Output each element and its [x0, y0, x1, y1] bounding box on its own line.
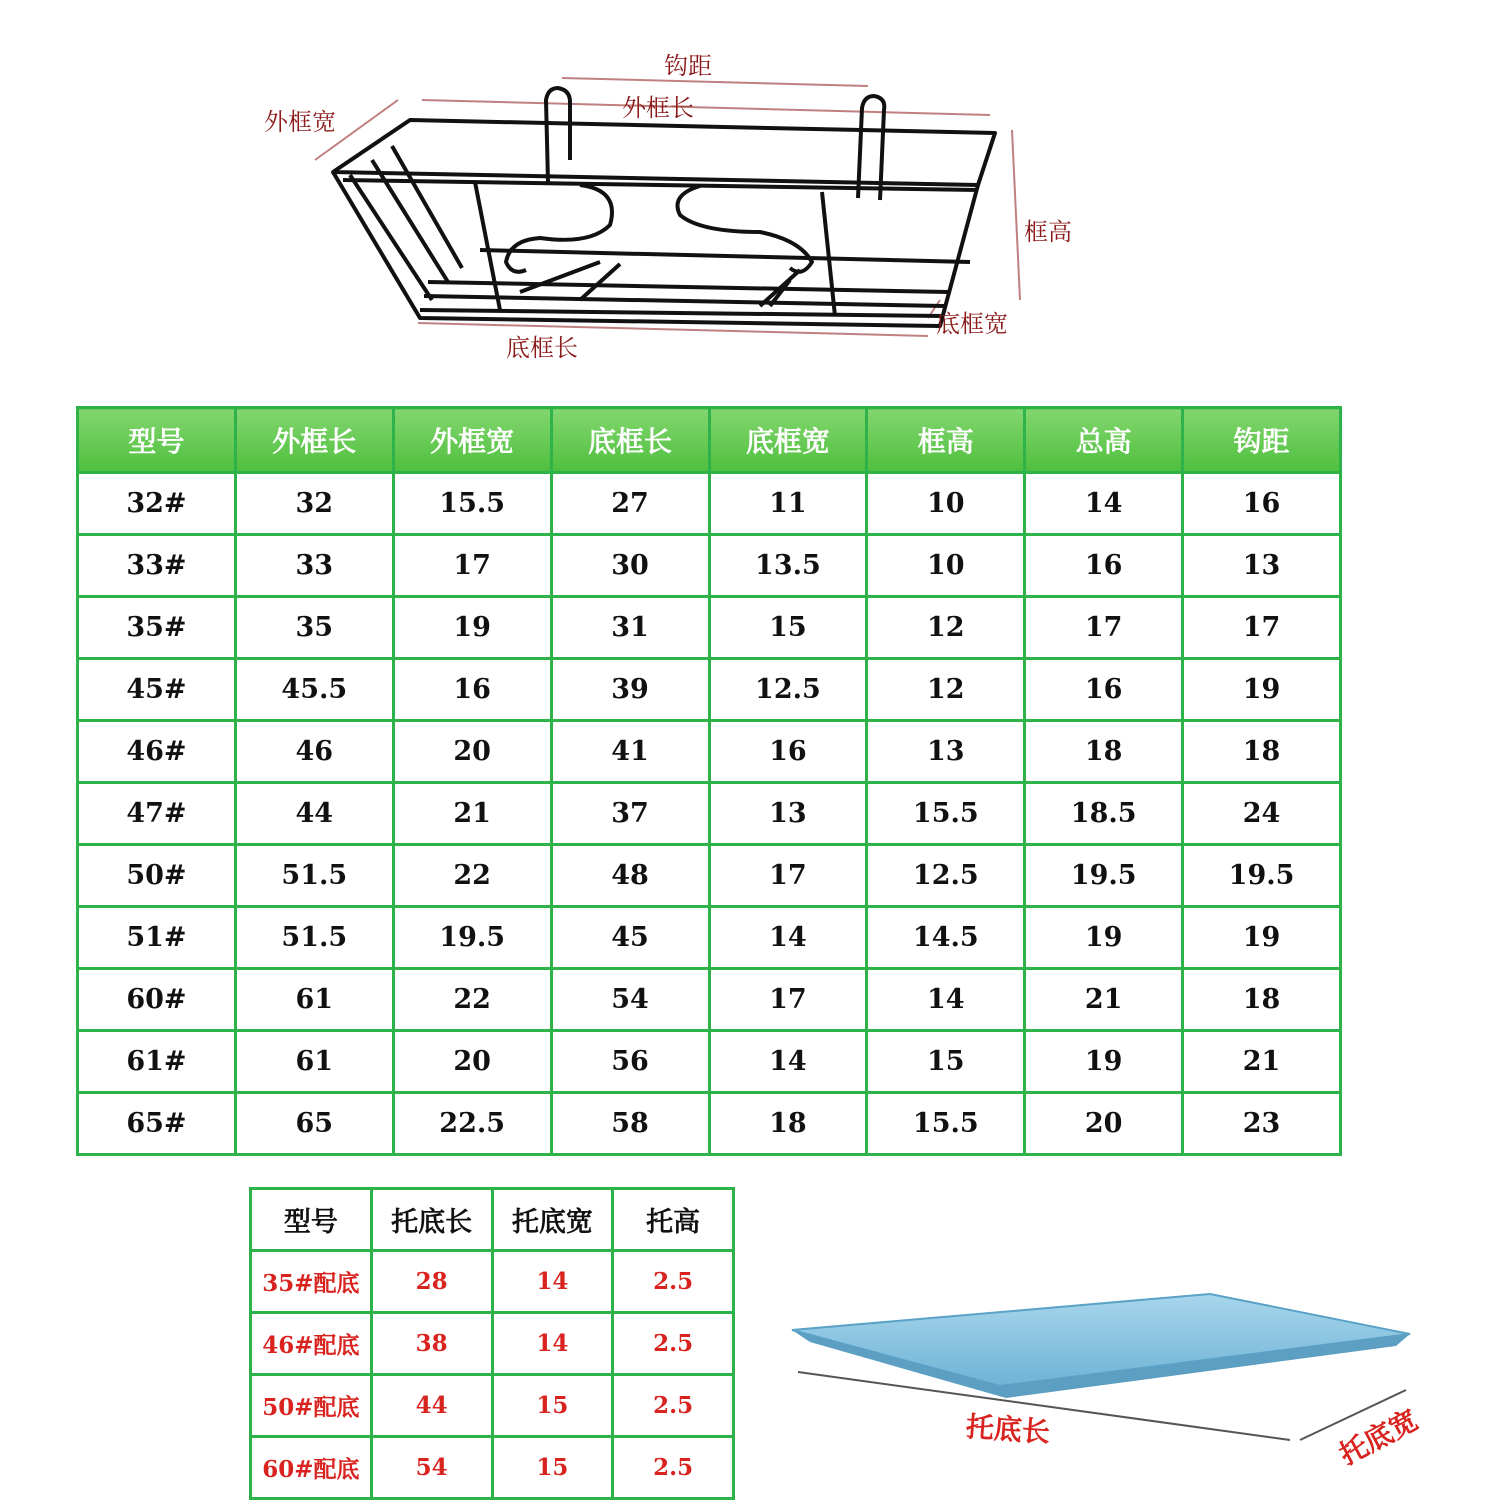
spec-header-row	[78, 408, 1341, 473]
spec-table-cell: 15	[709, 597, 867, 659]
tray-table-row	[251, 1437, 734, 1499]
spec-table-cell: 14	[709, 1031, 867, 1093]
tray-table-cell: 2.5	[613, 1313, 734, 1375]
spec-table-cell: 18	[1183, 721, 1341, 783]
spec-table-cell: 13	[709, 783, 867, 845]
spec-table-cell: 15.5	[867, 783, 1025, 845]
spec-table-cell: 17	[709, 845, 867, 907]
spec-table-cell: 20	[393, 721, 551, 783]
spec-table-cell: 44	[235, 783, 393, 845]
spec-table-cell: 17	[709, 969, 867, 1031]
tray-table-cell: 14	[492, 1313, 613, 1375]
spec-table-cell: 65	[235, 1093, 393, 1155]
tray-table-row	[251, 1251, 734, 1313]
spec-table-cell: 12.5	[709, 659, 867, 721]
spec-table-cell: 15.5	[393, 473, 551, 535]
spec-table-cell: 51.5	[235, 845, 393, 907]
tray-shape	[792, 1294, 1410, 1386]
frame-height-label: 框高	[1024, 218, 1072, 246]
header-model: 型号	[78, 408, 236, 473]
spec-table-cell: 24	[1183, 783, 1341, 845]
spec-table-cell: 16	[1025, 659, 1183, 721]
spec-table-cell: 51#	[78, 907, 236, 969]
spec-table-cell: 61	[235, 969, 393, 1031]
spec-table-cell: 65#	[78, 1093, 236, 1155]
spec-table-cell: 37	[551, 783, 709, 845]
spec-table-cell: 13.5	[709, 535, 867, 597]
header-frame-height: 框高	[867, 408, 1025, 473]
tray-header-width: 托底宽	[492, 1189, 613, 1251]
spec-table-cell: 21	[393, 783, 551, 845]
spec-table-cell: 22.5	[393, 1093, 551, 1155]
spec-table-cell: 15.5	[867, 1093, 1025, 1155]
basket-diagram	[0, 0, 1500, 390]
header-total-height: 总高	[1025, 408, 1183, 473]
spec-table-cell: 45#	[78, 659, 236, 721]
spec-table-cell: 15	[867, 1031, 1025, 1093]
tray-table-cell: 46#配底	[251, 1313, 372, 1375]
spec-table	[76, 406, 1342, 1156]
header-bottom-length: 底框长	[551, 408, 709, 473]
spec-table-cell: 10	[867, 535, 1025, 597]
spec-table-cell: 58	[551, 1093, 709, 1155]
spec-table-cell: 11	[709, 473, 867, 535]
spec-table-cell: 30	[551, 535, 709, 597]
tray-table-row	[251, 1313, 734, 1375]
spec-table-cell: 46#	[78, 721, 236, 783]
outer-width-label: 外框宽	[264, 108, 336, 136]
spec-table-cell: 20	[1025, 1093, 1183, 1155]
spec-table-row	[78, 907, 1341, 969]
spec-table-row	[78, 1031, 1341, 1093]
tray-table-cell: 35#配底	[251, 1251, 372, 1313]
spec-table-cell: 41	[551, 721, 709, 783]
spec-table-cell: 18	[1183, 969, 1341, 1031]
tray-table-cell: 2.5	[613, 1251, 734, 1313]
spec-table-cell: 19	[1025, 1031, 1183, 1093]
bottom-width-label: 底框宽	[936, 310, 1008, 338]
spec-table-cell: 12	[867, 659, 1025, 721]
header-outer-width: 外框宽	[393, 408, 551, 473]
spec-table-cell: 18	[709, 1093, 867, 1155]
spec-table-cell: 35	[235, 597, 393, 659]
spec-table-cell: 45.5	[235, 659, 393, 721]
spec-table-row	[78, 1093, 1341, 1155]
bottom-length-label: 底框长	[506, 334, 578, 362]
tray-diagram	[770, 1280, 1470, 1490]
spec-table-cell: 51.5	[235, 907, 393, 969]
spec-table-cell: 19.5	[393, 907, 551, 969]
header-bottom-width: 底框宽	[709, 408, 867, 473]
header-hook-distance: 钩距	[1183, 408, 1341, 473]
spec-table-cell: 21	[1183, 1031, 1341, 1093]
spec-table-cell: 46	[235, 721, 393, 783]
spec-table-cell: 16	[393, 659, 551, 721]
spec-table-cell: 21	[1025, 969, 1183, 1031]
spec-table-cell: 19	[393, 597, 551, 659]
spec-table-cell: 14	[867, 969, 1025, 1031]
tray-table-cell: 54	[371, 1437, 492, 1499]
spec-table-row	[78, 783, 1341, 845]
spec-table-cell: 39	[551, 659, 709, 721]
spec-table-cell: 14	[1025, 473, 1183, 535]
spec-table-row	[78, 969, 1341, 1031]
spec-table-cell: 17	[393, 535, 551, 597]
spec-table-cell: 32#	[78, 473, 236, 535]
spec-table-row	[78, 721, 1341, 783]
spec-table-cell: 33	[235, 535, 393, 597]
spec-table-cell: 35#	[78, 597, 236, 659]
spec-table-cell: 17	[1183, 597, 1341, 659]
spec-table-cell: 17	[1025, 597, 1183, 659]
spec-table-cell: 13	[867, 721, 1025, 783]
tray-width-label: 托底宽	[1333, 1403, 1424, 1472]
spec-table-row	[78, 473, 1341, 535]
spec-table-cell: 16	[1183, 473, 1341, 535]
spec-table-cell: 19.5	[1025, 845, 1183, 907]
spec-table-row	[78, 535, 1341, 597]
spec-table-cell: 18.5	[1025, 783, 1183, 845]
spec-table-cell: 61	[235, 1031, 393, 1093]
spec-table-cell: 61#	[78, 1031, 236, 1093]
tray-table-cell: 28	[371, 1251, 492, 1313]
spec-table-row	[78, 659, 1341, 721]
spec-table-cell: 33#	[78, 535, 236, 597]
spec-table-cell: 60#	[78, 969, 236, 1031]
tray-table-cell: 44	[371, 1375, 492, 1437]
tray-length-label: 托底长	[964, 1410, 1051, 1449]
tray-table-cell: 60#配底	[251, 1437, 372, 1499]
spec-table-cell: 19	[1183, 907, 1341, 969]
spec-table-cell: 10	[867, 473, 1025, 535]
spec-table-cell: 23	[1183, 1093, 1341, 1155]
tray-table-cell: 15	[492, 1437, 613, 1499]
tray-table-cell: 14	[492, 1251, 613, 1313]
spec-table-cell: 32	[235, 473, 393, 535]
spec-table-cell: 56	[551, 1031, 709, 1093]
spec-table-cell: 13	[1183, 535, 1341, 597]
tray-table-cell: 15	[492, 1375, 613, 1437]
spec-table-cell: 16	[1025, 535, 1183, 597]
spec-table-cell: 45	[551, 907, 709, 969]
spec-table-row	[78, 597, 1341, 659]
spec-table-cell: 14.5	[867, 907, 1025, 969]
spec-table-cell: 22	[393, 845, 551, 907]
tray-header-length: 托底长	[371, 1189, 492, 1251]
spec-table-row	[78, 845, 1341, 907]
spec-table-cell: 19	[1183, 659, 1341, 721]
hook-distance-label: 钩距	[664, 52, 712, 80]
spec-table-cell: 19.5	[1183, 845, 1341, 907]
spec-table-cell: 20	[393, 1031, 551, 1093]
spec-table-cell: 50#	[78, 845, 236, 907]
header-outer-length: 外框长	[235, 408, 393, 473]
tray-table-body	[251, 1251, 734, 1499]
tray-table-cell: 38	[371, 1313, 492, 1375]
spec-table-cell: 27	[551, 473, 709, 535]
outer-length-label: 外框长	[622, 94, 694, 122]
spec-table-body	[78, 473, 1341, 1155]
spec-table-cell: 12	[867, 597, 1025, 659]
spec-table-cell: 48	[551, 845, 709, 907]
spec-table-cell: 22	[393, 969, 551, 1031]
spec-table-cell: 12.5	[867, 845, 1025, 907]
spec-table-cell: 19	[1025, 907, 1183, 969]
spec-table-cell: 18	[1025, 721, 1183, 783]
tray-table-cell: 2.5	[613, 1437, 734, 1499]
spec-table-cell: 14	[709, 907, 867, 969]
tray-table	[249, 1187, 735, 1500]
tray-table-cell: 2.5	[613, 1375, 734, 1437]
spec-table-cell: 16	[709, 721, 867, 783]
tray-header-model: 型号	[251, 1189, 372, 1251]
spec-table-cell: 54	[551, 969, 709, 1031]
tray-table-row	[251, 1375, 734, 1437]
tray-header-height: 托高	[613, 1189, 734, 1251]
tray-header-row	[251, 1189, 734, 1251]
spec-table-cell: 47#	[78, 783, 236, 845]
basket-wireframe	[0, 0, 1500, 390]
tray-table-cell: 50#配底	[251, 1375, 372, 1437]
basket-wires	[333, 88, 995, 326]
spec-table-cell: 31	[551, 597, 709, 659]
